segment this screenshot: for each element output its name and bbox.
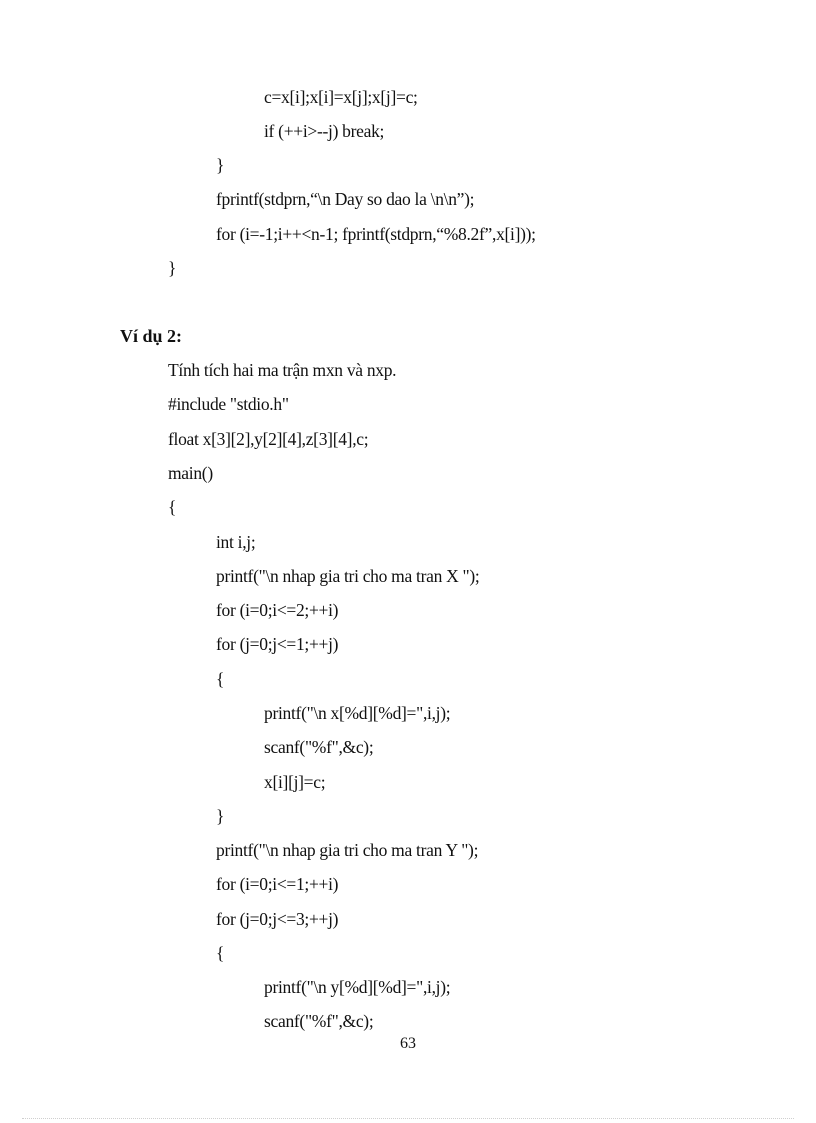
code-line: } <box>216 155 225 175</box>
code-line: printf("\n nhap gia tri cho ma tran Y "); <box>216 840 479 860</box>
code-line: scanf("%f",&c); <box>264 737 374 757</box>
code-line: fprintf(stdprn,“\n Day so dao la \n\n”); <box>216 189 475 209</box>
code-line: scanf("%f",&c); <box>264 1011 374 1031</box>
code-line: printf("\n x[%d][%d]=",i,j); <box>264 703 451 723</box>
code-line: } <box>168 258 177 278</box>
example-heading: Ví dụ 2: <box>120 326 183 346</box>
code-line: if (++i>--j) break; <box>264 121 385 141</box>
code-line: for (j=0;j<=1;++j) <box>216 634 339 654</box>
code-line: for (i=-1;i++<n-1; fprintf(stdprn,“%8.2f”,x[i])); <box>216 224 536 244</box>
example-description: Tính tích hai ma trận mxn và nxp. <box>168 360 397 380</box>
code-line: } <box>216 806 225 826</box>
code-line: for (i=0;i<=1;++i) <box>216 874 339 894</box>
code-line: int i,j; <box>216 532 256 552</box>
code-line: x[i][j]=c; <box>264 772 326 792</box>
page-number: 63 <box>400 1035 416 1052</box>
code-line: printf("\n nhap gia tri cho ma tran X "); <box>216 566 480 586</box>
code-line: printf("\n y[%d][%d]=",i,j); <box>264 977 451 997</box>
code-line: #include "stdio.h" <box>168 394 289 414</box>
code-line: c=x[i];x[i]=x[j];x[j]=c; <box>264 87 418 107</box>
code-line: float x[3][2],y[2][4],z[3][4],c; <box>168 429 369 449</box>
page-bottom-divider <box>22 1118 794 1119</box>
code-line: for (i=0;i<=2;++i) <box>216 600 339 620</box>
code-line: for (j=0;j<=3;++j) <box>216 909 339 929</box>
code-line: main() <box>168 463 213 483</box>
code-line: { <box>216 669 225 689</box>
code-line: { <box>216 943 225 963</box>
code-line: { <box>168 497 177 517</box>
